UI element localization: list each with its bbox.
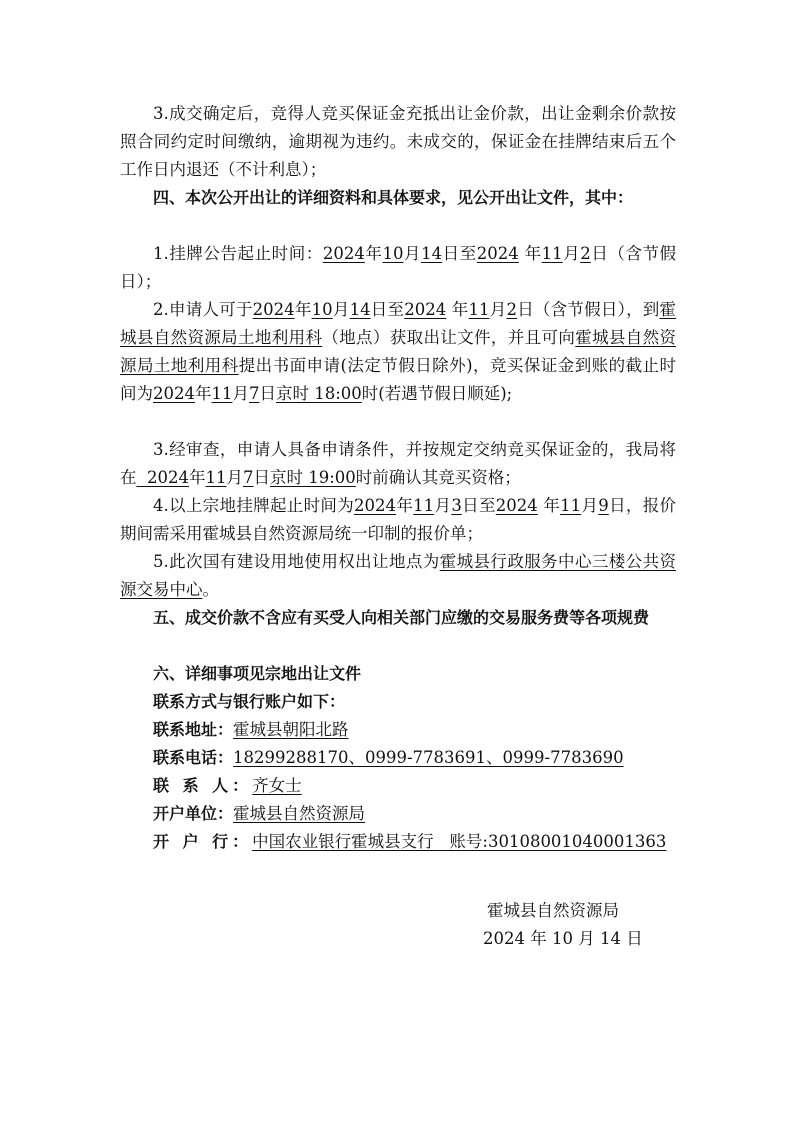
text: 月 [562,244,581,263]
text: 日 [259,384,276,403]
month: 10 [311,300,333,319]
address-value: 霍城县朝阳北路 [233,720,349,739]
time: 京时 19:00 [269,468,356,487]
day: 7 [249,384,260,403]
day: 3 [451,496,462,515]
text: 年 [537,496,561,515]
text: 年 [518,244,542,263]
year: 2024 [476,244,519,263]
text: 4.以上宗地挂牌起止时间为 [153,496,355,515]
text: 。 [202,580,219,599]
text: 时(若遇节假日顺延); [361,384,513,403]
text: 年 [188,468,206,487]
item-transfer-location [120,548,676,604]
bank-label: 开 户 行： [153,832,253,851]
text: 年 [294,300,312,319]
text: 年 [195,384,212,403]
year: 2024 [322,244,365,263]
person-value: 齐女士 [252,776,302,795]
item-listing-period [120,240,676,296]
text: 日至 [461,496,496,515]
text: 日，报价期间需采用霍城县自然资源局统一印制的报价单； [120,496,677,543]
contact-bank-row [120,828,720,856]
text: 月 [332,300,350,319]
day: 14 [349,300,371,319]
month: 11 [468,300,490,319]
text: 3.经审查，申请人具备申请条件，并按规定交纳竞买保证金的，我局将在 [120,440,676,487]
day: 9 [598,496,609,515]
phone-value: 18299288170、0999-7783691、0999-7783690 [233,748,624,767]
section-heading-4: 四、本次公开出让的详细资料和具体要求，见公开出让文件，其中： [153,188,634,207]
address-label: 联系地址： [153,720,234,739]
text: 年 [446,300,469,319]
text: 1.挂牌公告起止时间： [153,244,323,263]
item-qualification [120,436,676,492]
bank-value: 中国农业银行霍城县支行 账号:30108001040001363 [252,832,667,851]
month: 11 [211,384,233,403]
year: 2024 [136,468,189,487]
month: 11 [413,496,435,515]
year: 2024 [495,496,538,515]
contact-heading [120,688,720,716]
month: 11 [560,496,582,515]
day: 7 [242,468,254,487]
text: 月 [434,496,452,515]
signature-date: 2024 年 10 月 14 日 [483,929,643,948]
location: 霍城县行政服务中心三楼公共资源交易中心 [120,552,676,599]
text: 月 [403,244,422,263]
contact-address-row [120,716,720,744]
year: 2024 [404,300,447,319]
contact-unit-row [120,800,720,828]
contact-person-row [120,772,720,800]
text: 日（含节假日）； [120,244,677,291]
month: 11 [541,244,563,263]
location: 霍城县自然资源局土地利用科 [120,300,677,347]
item-bidding-period [120,492,676,548]
year: 2024 [354,496,397,515]
paragraph-text: 3.成交确定后，竞得人竞买保证金充抵出让金价款，出让金剩余价款按照合同约定时间缴纳，逾期视为违约。未成交的，保证金在挂牌结束后五个工作日内退还（不计利息）； [120,104,676,179]
location: 霍城县自然资源局土地利用科 [120,328,676,375]
text: 月 [581,496,599,515]
text: 5.此次国有建设用地使用权出让地点为 [153,552,440,571]
text: 年 [396,496,414,515]
text: 月 [226,468,243,487]
account-unit-value: 霍城县自然资源局 [233,804,366,823]
time: 京时 18:00 [276,384,362,403]
account-unit-label: 开户单位： [153,804,234,823]
item-application [120,296,676,408]
section-heading-6: 六、详细事项见宗地出让文件 [153,664,362,683]
text: 提出书面申请(法定节假日除外)，竞买保证金到账的截止时间为 [120,356,677,403]
text: （地点）获取出让文件，并且可向 [322,328,576,347]
text: 日至 [370,300,405,319]
text: 月 [489,300,507,319]
year: 2024 [252,300,295,319]
text: 2.申请人可于 [153,300,253,319]
text: 月 [232,384,249,403]
contact-heading-text: 联系方式与银行账户如下： [153,692,346,711]
text: 年 [364,244,383,263]
year: 2024 [153,384,195,403]
month: 10 [382,244,404,263]
day: 2 [506,300,517,319]
text: 日 [253,468,270,487]
section-heading-5: 五、成交价款不含应有买受人向相关部门应缴的交易服务费等各项规费 [153,608,650,627]
signature-org: 霍城县自然资源局 [487,901,619,920]
day: 14 [421,244,443,263]
day: 2 [580,244,591,263]
phone-label: 联系电话： [153,748,234,767]
paragraph-deposit-offset [120,100,676,184]
text: 时前确认其竞买资格； [355,468,521,487]
month: 11 [205,468,227,487]
contact-phone-row [120,744,720,772]
person-label: 联 系 人： [153,776,253,795]
text: 日至 [442,244,477,263]
text: 日（含节假日），到 [516,300,660,319]
